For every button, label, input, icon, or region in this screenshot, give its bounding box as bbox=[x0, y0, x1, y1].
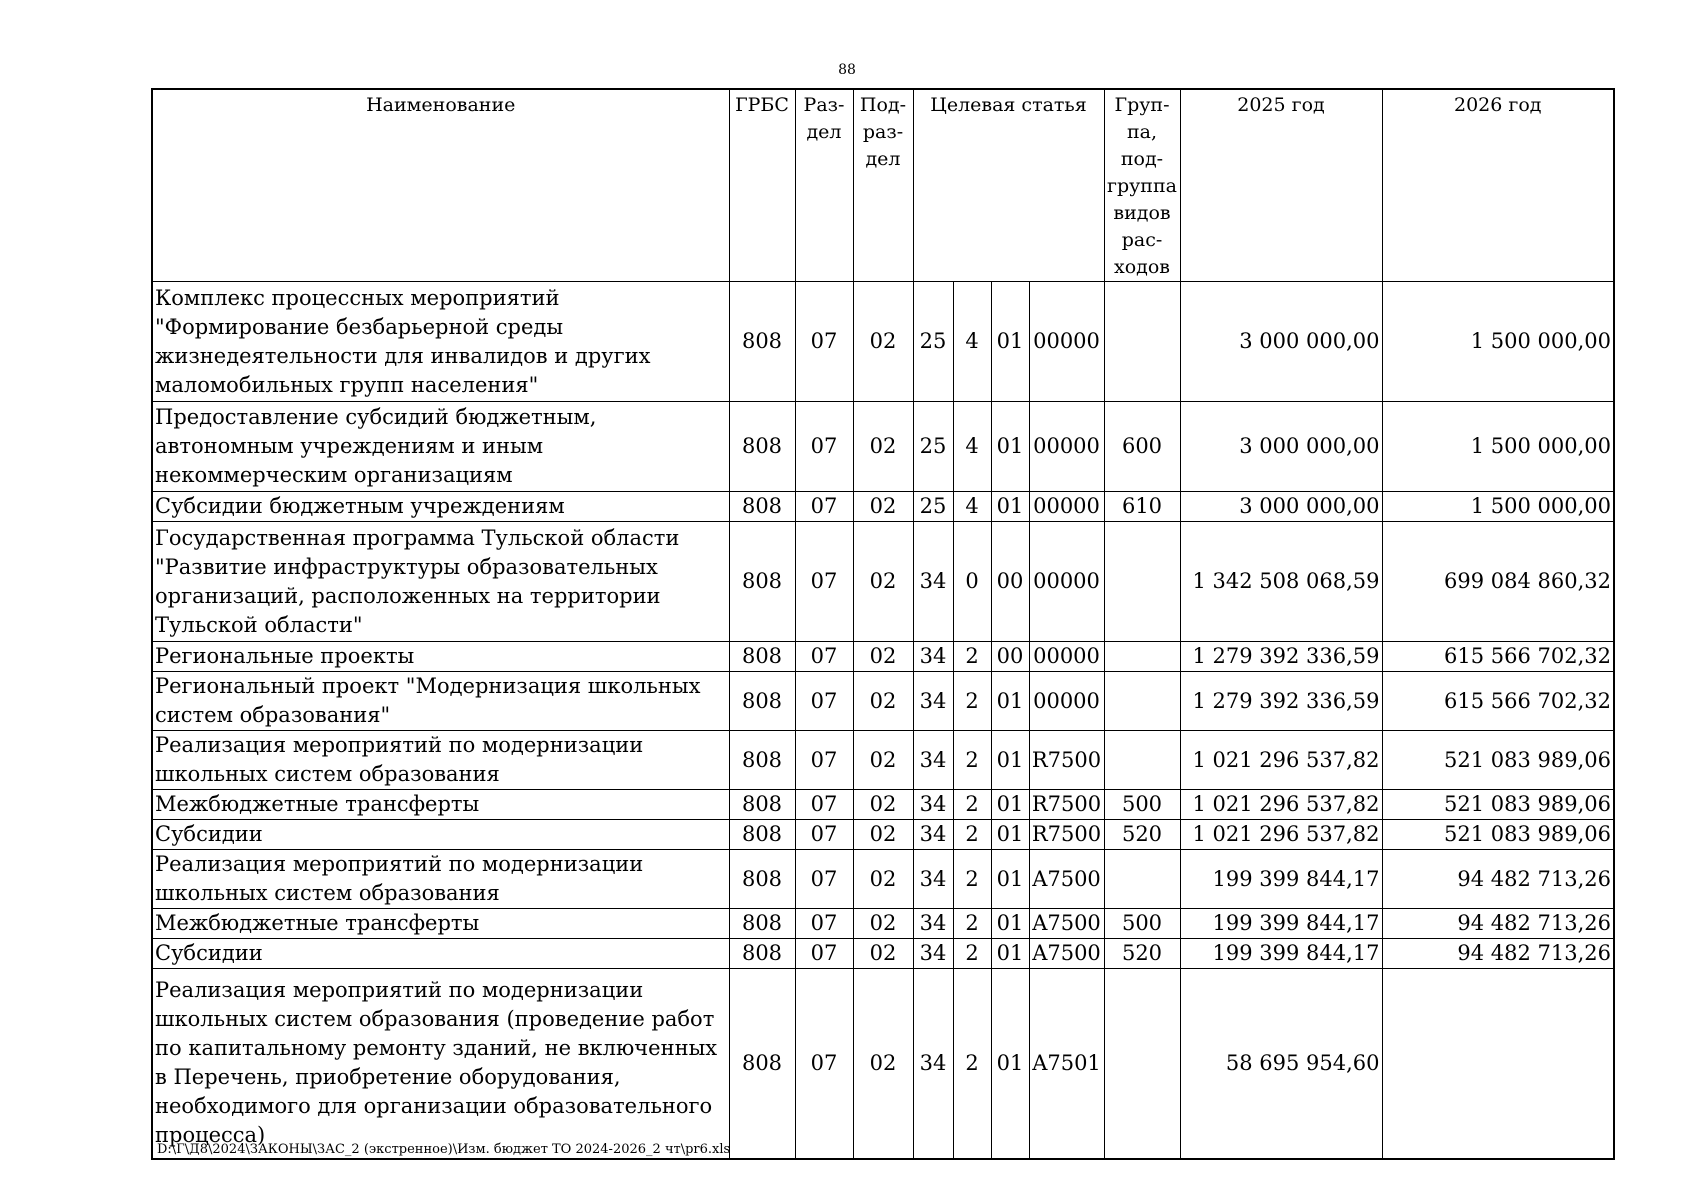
row-2026: 94 482 713,26 bbox=[1382, 939, 1614, 969]
row-cs-program: 34 bbox=[913, 939, 953, 969]
row-cs-direction: 00000 bbox=[1029, 282, 1104, 402]
row-razdel: 07 bbox=[795, 492, 853, 522]
row-podrazdel: 02 bbox=[853, 282, 913, 402]
row-2025: 3 000 000,00 bbox=[1180, 492, 1382, 522]
row-cs-program: 34 bbox=[913, 969, 953, 1159]
row-cs-subprogram: 00 bbox=[991, 522, 1029, 642]
row-grbs: 808 bbox=[729, 790, 795, 820]
row-razdel: 07 bbox=[795, 939, 853, 969]
row-grbs: 808 bbox=[729, 969, 795, 1159]
row-grbs: 808 bbox=[729, 282, 795, 402]
row-grbs: 808 bbox=[729, 909, 795, 939]
row-grbs: 808 bbox=[729, 939, 795, 969]
row-grbs: 808 bbox=[729, 522, 795, 642]
row-2025: 199 399 844,17 bbox=[1180, 909, 1382, 939]
row-cs-program: 34 bbox=[913, 642, 953, 672]
row-cs-program: 25 bbox=[913, 402, 953, 492]
header-podrazdel: Под- раз- дел bbox=[853, 89, 913, 282]
table-row bbox=[152, 522, 1614, 642]
row-cs-type: 2 bbox=[953, 909, 991, 939]
row-grbs: 808 bbox=[729, 672, 795, 731]
row-razdel: 07 bbox=[795, 642, 853, 672]
row-cs-direction: 00000 bbox=[1029, 492, 1104, 522]
row-razdel: 07 bbox=[795, 402, 853, 492]
row-razdel: 07 bbox=[795, 850, 853, 909]
footer-file-path: D:\Г\Д8\2024\ЗАКОНЫ\ЗАС_2 (экстренное)\Изм. бюджет ТО 2024-2026_2 чт\pr6.xls bbox=[157, 1142, 731, 1157]
row-razdel: 07 bbox=[795, 731, 853, 790]
row-name: Региональный проект "Модернизация школьных систем образования" bbox=[152, 672, 729, 731]
row-2025: 199 399 844,17 bbox=[1180, 850, 1382, 909]
row-cs-type: 0 bbox=[953, 522, 991, 642]
budget-table bbox=[151, 88, 1615, 1160]
row-2025: 3 000 000,00 bbox=[1180, 282, 1382, 402]
table-row bbox=[152, 642, 1614, 672]
row-podrazdel: 02 bbox=[853, 909, 913, 939]
row-cs-program: 25 bbox=[913, 282, 953, 402]
row-2025: 3 000 000,00 bbox=[1180, 402, 1382, 492]
row-group bbox=[1104, 282, 1180, 402]
row-podrazdel: 02 bbox=[853, 731, 913, 790]
row-cs-subprogram: 01 bbox=[991, 909, 1029, 939]
row-2026: 521 083 989,06 bbox=[1382, 790, 1614, 820]
row-grbs: 808 bbox=[729, 820, 795, 850]
row-2026 bbox=[1382, 969, 1614, 1159]
row-2026: 521 083 989,06 bbox=[1382, 820, 1614, 850]
row-cs-direction: A7500 bbox=[1029, 850, 1104, 909]
row-group bbox=[1104, 850, 1180, 909]
row-name: Субсидии бюджетным учреждениям bbox=[152, 492, 729, 522]
row-name: Реализация мероприятий по модернизации школьных систем образования bbox=[152, 850, 729, 909]
row-cs-type: 2 bbox=[953, 820, 991, 850]
row-cs-type: 2 bbox=[953, 939, 991, 969]
table-row bbox=[152, 402, 1614, 492]
row-razdel: 07 bbox=[795, 969, 853, 1159]
row-podrazdel: 02 bbox=[853, 642, 913, 672]
row-group: 610 bbox=[1104, 492, 1180, 522]
row-group: 600 bbox=[1104, 402, 1180, 492]
row-2025: 1 279 392 336,59 bbox=[1180, 642, 1382, 672]
row-cs-subprogram: 01 bbox=[991, 402, 1029, 492]
row-cs-type: 2 bbox=[953, 672, 991, 731]
row-cs-direction: 00000 bbox=[1029, 522, 1104, 642]
row-cs-type: 4 bbox=[953, 492, 991, 522]
row-group: 500 bbox=[1104, 909, 1180, 939]
table-header-row bbox=[152, 89, 1614, 282]
row-cs-subprogram: 01 bbox=[991, 820, 1029, 850]
row-cs-subprogram: 01 bbox=[991, 850, 1029, 909]
row-cs-direction: R7500 bbox=[1029, 790, 1104, 820]
row-2025: 1 021 296 537,82 bbox=[1180, 790, 1382, 820]
header-2026: 2026 год bbox=[1382, 89, 1614, 282]
row-cs-program: 34 bbox=[913, 909, 953, 939]
row-cs-direction: 00000 bbox=[1029, 402, 1104, 492]
row-group bbox=[1104, 731, 1180, 790]
row-2025: 1 021 296 537,82 bbox=[1180, 820, 1382, 850]
row-grbs: 808 bbox=[729, 850, 795, 909]
row-name: Государственная программа Тульской области "Развитие инфраструктуры образовательных организаций, расположенных на территории Тульской области" bbox=[152, 522, 729, 642]
row-cs-program: 34 bbox=[913, 820, 953, 850]
row-razdel: 07 bbox=[795, 672, 853, 731]
row-cs-subprogram: 01 bbox=[991, 492, 1029, 522]
row-razdel: 07 bbox=[795, 909, 853, 939]
row-2026: 1 500 000,00 bbox=[1382, 492, 1614, 522]
table-row bbox=[152, 850, 1614, 909]
row-cs-program: 34 bbox=[913, 850, 953, 909]
row-razdel: 07 bbox=[795, 522, 853, 642]
row-cs-type: 2 bbox=[953, 969, 991, 1159]
row-2026: 1 500 000,00 bbox=[1382, 402, 1614, 492]
table-row bbox=[152, 731, 1614, 790]
header-gruppa-vidov-rashodov: Груп- па, под- группа видов рас- ходов bbox=[1104, 89, 1180, 282]
row-cs-direction: 00000 bbox=[1029, 642, 1104, 672]
table-row bbox=[152, 939, 1614, 969]
table-body bbox=[152, 282, 1614, 1159]
row-name: Субсидии bbox=[152, 820, 729, 850]
row-2025: 1 342 508 068,59 bbox=[1180, 522, 1382, 642]
table-row bbox=[152, 909, 1614, 939]
page-number: 88 bbox=[838, 62, 856, 78]
row-grbs: 808 bbox=[729, 642, 795, 672]
row-grbs: 808 bbox=[729, 492, 795, 522]
row-podrazdel: 02 bbox=[853, 969, 913, 1159]
row-cs-direction: A7500 bbox=[1029, 939, 1104, 969]
row-2026: 699 084 860,32 bbox=[1382, 522, 1614, 642]
row-cs-type: 2 bbox=[953, 642, 991, 672]
row-group bbox=[1104, 522, 1180, 642]
row-2026: 615 566 702,32 bbox=[1382, 672, 1614, 731]
row-grbs: 808 bbox=[729, 402, 795, 492]
row-2026: 94 482 713,26 bbox=[1382, 850, 1614, 909]
row-cs-direction: R7500 bbox=[1029, 731, 1104, 790]
row-group bbox=[1104, 642, 1180, 672]
row-2025: 199 399 844,17 bbox=[1180, 939, 1382, 969]
row-cs-type: 2 bbox=[953, 731, 991, 790]
row-name: Реализация мероприятий по модернизации школьных систем образования bbox=[152, 731, 729, 790]
table-row bbox=[152, 790, 1614, 820]
row-cs-subprogram: 01 bbox=[991, 731, 1029, 790]
row-podrazdel: 02 bbox=[853, 790, 913, 820]
row-2025: 1 279 392 336,59 bbox=[1180, 672, 1382, 731]
row-group: 500 bbox=[1104, 790, 1180, 820]
row-cs-subprogram: 01 bbox=[991, 939, 1029, 969]
row-2025: 1 021 296 537,82 bbox=[1180, 731, 1382, 790]
row-name: Предоставление субсидий бюджетным, автономным учреждениям и иным некоммерческим организациям bbox=[152, 402, 729, 492]
row-razdel: 07 bbox=[795, 282, 853, 402]
row-razdel: 07 bbox=[795, 820, 853, 850]
row-name: Комплекс процессных мероприятий "Формирование безбарьерной среды жизнедеятельности для инвалидов и других маломобильных групп населения" bbox=[152, 282, 729, 402]
row-razdel: 07 bbox=[795, 790, 853, 820]
row-podrazdel: 02 bbox=[853, 820, 913, 850]
header-razdel: Раз- дел bbox=[795, 89, 853, 282]
header-celevaya-statya: Целевая статья bbox=[913, 89, 1104, 282]
row-cs-type: 4 bbox=[953, 402, 991, 492]
row-cs-direction: 00000 bbox=[1029, 672, 1104, 731]
row-name: Реализация мероприятий по модернизации школьных систем образования (проведение работ по капитальному ремонту зданий, не включенных в Перечень, приобретение оборудования, необходимого для организации образовательного процесса) bbox=[152, 969, 729, 1159]
row-name: Субсидии bbox=[152, 939, 729, 969]
row-name: Межбюджетные трансферты bbox=[152, 909, 729, 939]
row-2025: 58 695 954,60 bbox=[1180, 969, 1382, 1159]
row-podrazdel: 02 bbox=[853, 492, 913, 522]
row-name: Региональные проекты bbox=[152, 642, 729, 672]
row-podrazdel: 02 bbox=[853, 402, 913, 492]
row-cs-type: 4 bbox=[953, 282, 991, 402]
row-podrazdel: 02 bbox=[853, 850, 913, 909]
row-cs-direction: A7500 bbox=[1029, 909, 1104, 939]
row-cs-program: 34 bbox=[913, 672, 953, 731]
row-2026: 521 083 989,06 bbox=[1382, 731, 1614, 790]
table-row bbox=[152, 820, 1614, 850]
row-group bbox=[1104, 672, 1180, 731]
row-cs-subprogram: 01 bbox=[991, 969, 1029, 1159]
table-row bbox=[152, 672, 1614, 731]
row-cs-subprogram: 01 bbox=[991, 282, 1029, 402]
row-cs-program: 34 bbox=[913, 522, 953, 642]
row-cs-subprogram: 00 bbox=[991, 642, 1029, 672]
header-name: Наименование bbox=[152, 89, 729, 282]
row-2026: 615 566 702,32 bbox=[1382, 642, 1614, 672]
row-cs-program: 34 bbox=[913, 790, 953, 820]
row-cs-subprogram: 01 bbox=[991, 790, 1029, 820]
row-cs-type: 2 bbox=[953, 850, 991, 909]
table-row bbox=[152, 492, 1614, 522]
row-group bbox=[1104, 969, 1180, 1159]
row-cs-program: 25 bbox=[913, 492, 953, 522]
row-2026: 1 500 000,00 bbox=[1382, 282, 1614, 402]
row-cs-direction: A7501 bbox=[1029, 969, 1104, 1159]
row-name: Межбюджетные трансферты bbox=[152, 790, 729, 820]
row-podrazdel: 02 bbox=[853, 939, 913, 969]
row-group: 520 bbox=[1104, 939, 1180, 969]
row-cs-direction: R7500 bbox=[1029, 820, 1104, 850]
row-grbs: 808 bbox=[729, 731, 795, 790]
row-cs-subprogram: 01 bbox=[991, 672, 1029, 731]
table-row bbox=[152, 282, 1614, 402]
row-group: 520 bbox=[1104, 820, 1180, 850]
header-grbs: ГРБС bbox=[729, 89, 795, 282]
row-podrazdel: 02 bbox=[853, 672, 913, 731]
row-2026: 94 482 713,26 bbox=[1382, 909, 1614, 939]
row-cs-type: 2 bbox=[953, 790, 991, 820]
row-cs-program: 34 bbox=[913, 731, 953, 790]
header-2025: 2025 год bbox=[1180, 89, 1382, 282]
row-podrazdel: 02 bbox=[853, 522, 913, 642]
table-row bbox=[152, 969, 1614, 1159]
